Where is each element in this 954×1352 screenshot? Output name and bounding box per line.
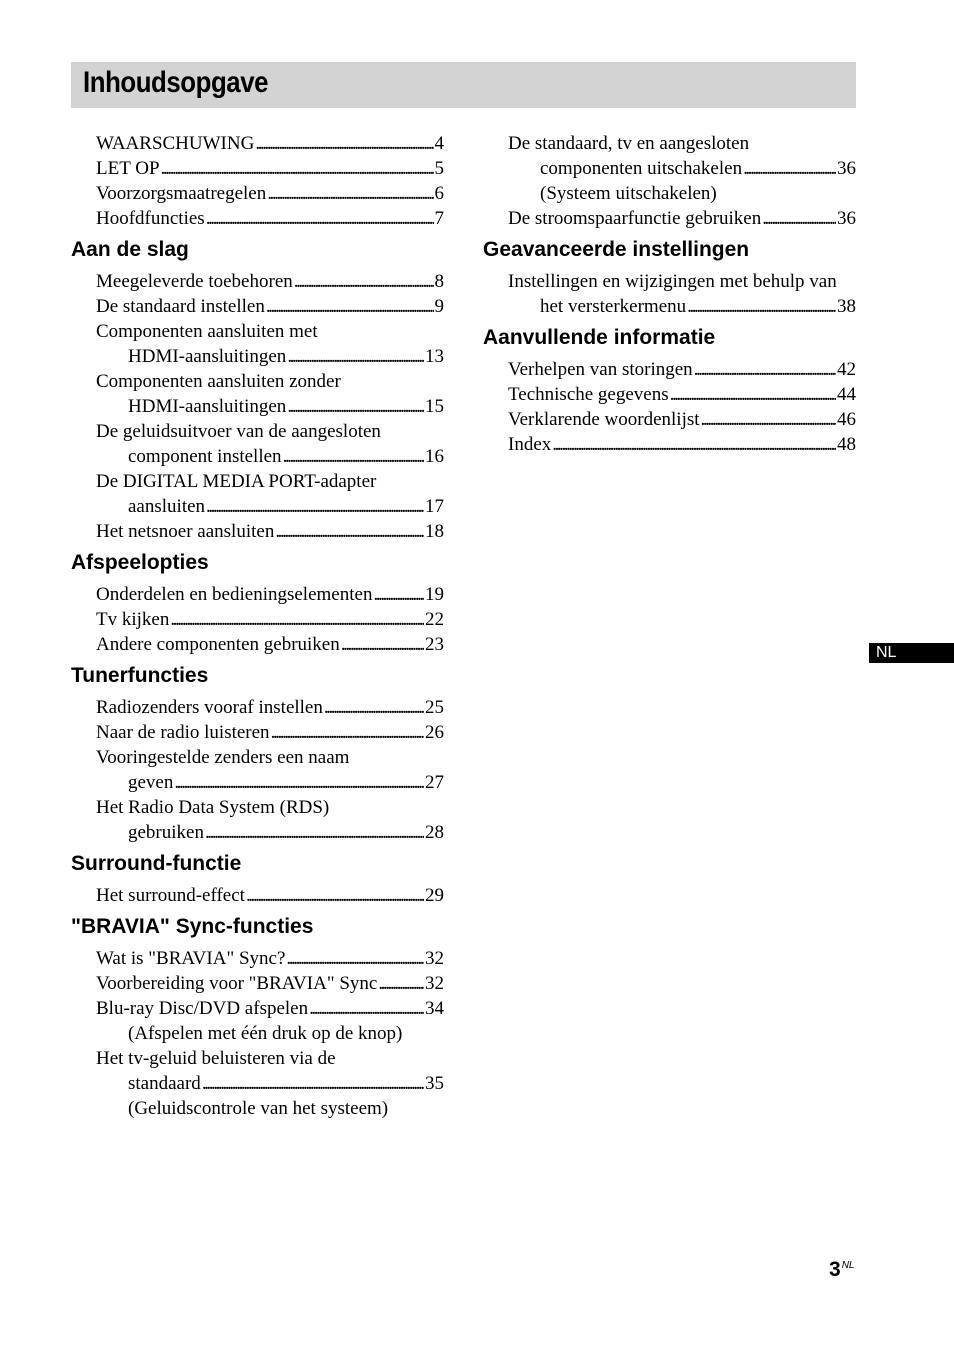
toc-entry[interactable] (71, 582, 444, 607)
toc-page-number: 32 (425, 973, 444, 994)
toc-entry-line (508, 357, 856, 382)
toc-entry-text: het versterkermenu (540, 296, 687, 317)
dot-leader (670, 382, 836, 407)
toc-page-number: 8 (434, 271, 444, 292)
toc-page-number: 26 (425, 722, 444, 743)
dot-leader (341, 632, 424, 657)
toc-entry-line (96, 156, 444, 181)
toc-entry-text: Het surround-effect (96, 885, 245, 906)
toc-entry[interactable] (71, 156, 444, 181)
dot-leader (266, 294, 434, 319)
toc-page-number: 48 (837, 434, 856, 455)
toc-entry-line (96, 820, 444, 845)
section-heading: Afspeelopties (71, 551, 209, 574)
toc-entry-line (508, 156, 856, 181)
toc-entry-text: Technische gegevens (508, 384, 669, 405)
dot-leader (294, 269, 434, 294)
toc-entry-line (96, 394, 444, 419)
page-number-value: 3 (829, 1258, 841, 1281)
section-heading: Aanvullende informatie (483, 326, 716, 349)
toc-page-number: 38 (837, 296, 856, 317)
section-heading: Tunerfuncties (71, 664, 209, 687)
toc-entry-text: Verklarende woordenlijst (508, 409, 700, 430)
toc-entry[interactable] (483, 269, 856, 319)
dot-leader (762, 206, 836, 231)
toc-entry-line (96, 131, 444, 156)
toc-page-number: 17 (425, 496, 444, 517)
toc-entry-text: De standaard instellen (96, 296, 265, 317)
toc-entry[interactable] (71, 883, 444, 908)
toc-entry[interactable] (71, 369, 444, 419)
toc-entry-line (96, 695, 444, 720)
toc-entry-text: standaard (128, 1073, 201, 1094)
toc-page-number: 4 (434, 133, 444, 154)
dot-leader (271, 720, 424, 745)
toc-entry-line (96, 444, 444, 469)
toc-entry-note: (Geluidscontrole van het systeem) (128, 1098, 389, 1119)
dot-leader (283, 444, 424, 469)
toc-entry[interactable] (71, 745, 444, 795)
toc-page-number: 13 (425, 346, 444, 367)
dot-leader (287, 394, 424, 419)
dot-leader (309, 996, 424, 1021)
toc-page-number: 28 (425, 822, 444, 843)
toc-entry-line (96, 206, 444, 231)
toc-entry-text: De stroomspaarfunctie gebruiken (508, 208, 762, 229)
toc-entry-line (508, 432, 856, 457)
toc-entry-text: Andere componenten gebruiken (96, 634, 340, 655)
toc-entry[interactable] (71, 996, 444, 1046)
toc-entry-line (96, 344, 444, 369)
toc-entry-line (96, 946, 444, 971)
dot-leader (378, 971, 424, 996)
toc-entry-text: Instellingen en wijzigingen met behulp van (508, 271, 837, 292)
toc-entry-text: component instellen (128, 446, 282, 467)
toc-entry[interactable] (71, 946, 444, 971)
toc-left-column (71, 131, 444, 1121)
dot-leader (206, 494, 424, 519)
toc-entry-text: De standaard, tv en aangesloten (508, 133, 750, 154)
toc-entry[interactable] (71, 695, 444, 720)
toc-entry-line (508, 294, 856, 319)
dot-leader (206, 206, 434, 231)
toc-page-number: 22 (425, 609, 444, 630)
toc-page-number: 44 (837, 384, 856, 405)
dot-leader (701, 407, 836, 432)
toc-page-number: 36 (837, 158, 856, 179)
toc-entry-line (96, 720, 444, 745)
toc-entry-line (96, 294, 444, 319)
toc-entry-line (96, 181, 444, 206)
toc-entry-text: gebruiken (128, 822, 204, 843)
toc-page-number: 6 (434, 183, 444, 204)
toc-page-number: 42 (837, 359, 856, 380)
section-heading: Surround-functie (71, 852, 242, 875)
toc-entry-text: Onderdelen en bedieningselementen (96, 584, 373, 605)
section-heading: Geavanceerde instellingen (483, 238, 750, 261)
toc-entry-text: LET OP (96, 158, 160, 179)
toc-entry-text: Vooringestelde zenders een naam (96, 747, 350, 768)
toc-page-number: 18 (425, 521, 444, 542)
toc-entry-text: Index (508, 434, 552, 455)
dot-leader (286, 946, 424, 971)
dot-leader (552, 432, 836, 457)
toc-page-number: 23 (425, 634, 444, 655)
toc-entry-text: Hoofdfuncties (96, 208, 205, 229)
toc-entry[interactable] (71, 519, 444, 544)
toc-page-number: 16 (425, 446, 444, 467)
toc-entry-line (96, 494, 444, 519)
toc-entry[interactable] (71, 181, 444, 206)
toc-entry-line (96, 269, 444, 294)
dot-leader (161, 156, 434, 181)
toc-entry[interactable] (71, 1046, 444, 1121)
dot-leader (287, 344, 424, 369)
toc-entry-text: aansluiten (128, 496, 206, 517)
toc-entry-line (96, 971, 444, 996)
toc-entry[interactable] (71, 419, 444, 469)
toc-entry-text: HDMI-aansluitingen (128, 396, 287, 417)
dot-leader (687, 294, 836, 319)
toc-entry[interactable] (483, 407, 856, 432)
toc-entry[interactable] (483, 432, 856, 457)
toc-page-number: 5 (434, 158, 444, 179)
toc-entry-line (96, 607, 444, 632)
toc-entry-text: De DIGITAL MEDIA PORT-adapter (96, 471, 377, 492)
toc-entry[interactable] (71, 795, 444, 845)
toc-entry[interactable] (71, 294, 444, 319)
toc-entry-line (96, 996, 444, 1021)
dot-leader (174, 770, 424, 795)
toc-page-number: 19 (425, 584, 444, 605)
toc-entry-text: Meegeleverde toebehoren (96, 271, 293, 292)
toc-entry[interactable] (71, 607, 444, 632)
toc-page-number: 25 (425, 697, 444, 718)
toc-page-number: 36 (837, 208, 856, 229)
toc-entry-text: Componenten aansluiten zonder (96, 371, 341, 392)
toc-entry-line (96, 632, 444, 657)
toc-entry-text: Naar de radio luisteren (96, 722, 270, 743)
toc-entry-text: Het Radio Data System (RDS) (96, 797, 330, 818)
dot-leader (255, 131, 433, 156)
toc-entry-text: Tv kijken (96, 609, 170, 630)
dot-leader (694, 357, 836, 382)
toc-entry-text: Wat is "BRAVIA" Sync? (96, 948, 286, 969)
toc-entry-line (508, 407, 856, 432)
toc-entry-text: componenten uitschakelen (540, 158, 743, 179)
toc-entry[interactable] (71, 269, 444, 294)
toc-entry-line (508, 382, 856, 407)
toc-entry-text: Radiozenders vooraf instellen (96, 697, 323, 718)
dot-leader (267, 181, 433, 206)
toc-entry-line (96, 582, 444, 607)
toc-entry[interactable] (483, 206, 856, 231)
dot-leader (275, 519, 424, 544)
dot-leader (205, 820, 424, 845)
dot-leader (324, 695, 424, 720)
toc-entry[interactable] (71, 319, 444, 369)
toc-page-number: 29 (425, 885, 444, 906)
toc-page-number: 27 (425, 772, 444, 793)
toc-entry-text: Voorbereiding voor "BRAVIA" Sync (96, 973, 378, 994)
language-tab: NL (869, 643, 954, 663)
toc-entry[interactable] (483, 357, 856, 382)
toc-page-number: 15 (425, 396, 444, 417)
dot-leader (170, 607, 424, 632)
toc-entry-note: (Systeem uitschakelen) (540, 183, 717, 204)
toc-entry[interactable] (71, 971, 444, 996)
toc-entry-note: (Afspelen met één druk op de knop) (128, 1023, 403, 1044)
toc-entry-text: Verhelpen van storingen (508, 359, 693, 380)
dot-leader (202, 1071, 424, 1096)
page-title: Inhoudsopgave (83, 66, 269, 99)
toc-page-number: 35 (425, 1073, 444, 1094)
toc-page-number: 9 (434, 296, 444, 317)
dot-leader (743, 156, 836, 181)
page-number-suffix: NL (841, 1260, 855, 1271)
toc-entry-text: Voorzorgsmaatregelen (96, 183, 267, 204)
toc-entry-text: HDMI-aansluitingen (128, 346, 287, 367)
toc-right-column (483, 131, 856, 457)
toc-entry[interactable] (71, 632, 444, 657)
dot-leader (373, 582, 424, 607)
toc-entry[interactable] (483, 382, 856, 407)
toc-entry-line (96, 883, 444, 908)
dot-leader (246, 883, 424, 908)
toc-page-number: 46 (837, 409, 856, 430)
toc-entry-line (508, 206, 856, 231)
title-bar (71, 62, 856, 108)
toc-entry-text: Blu-ray Disc/DVD afspelen (96, 998, 309, 1019)
page-number (829, 1258, 854, 1282)
section-heading: "BRAVIA" Sync-functies (71, 915, 314, 938)
toc-entry-text: geven (128, 772, 174, 793)
toc-entry-text: WAARSCHUWING (96, 133, 255, 154)
toc-page-number: 7 (434, 208, 444, 229)
toc-entry-text: De geluidsuitvoer van de aangesloten (96, 421, 381, 442)
toc-entry-text: Het netsnoer aansluiten (96, 521, 275, 542)
toc-entry[interactable] (483, 131, 856, 206)
toc-entry-line (96, 770, 444, 795)
toc-page-number: 34 (425, 998, 444, 1019)
toc-entry[interactable] (71, 206, 444, 231)
toc-entry-line (96, 1071, 444, 1096)
toc-entry-text: Componenten aansluiten met (96, 321, 318, 342)
toc-entry-text: Het tv-geluid beluisteren via de (96, 1048, 336, 1069)
section-heading: Aan de slag (71, 238, 189, 261)
toc-entry[interactable] (71, 469, 444, 519)
toc-entry[interactable] (71, 131, 444, 156)
toc-entry-line (96, 519, 444, 544)
toc-page-number: 32 (425, 948, 444, 969)
toc-entry[interactable] (71, 720, 444, 745)
